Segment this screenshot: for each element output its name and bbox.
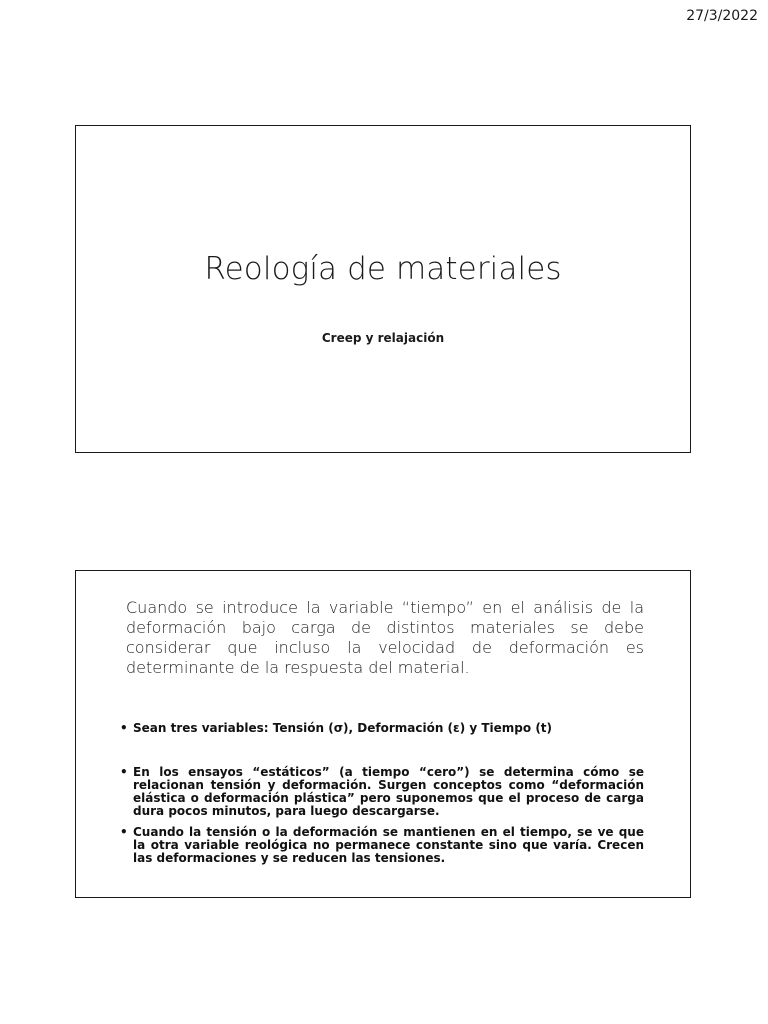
bullet-item (120, 826, 644, 865)
page-date: 27/3/2022 (686, 8, 758, 24)
bullet-text: En los ensayos “estáticos” (a tiempo “cero”) se determina cómo se relacionan tensión y deformación. Surgen conceptos como “deformación elástica o deformación plástica” pero suponemos que el proceso de carga dura pocos minutos, para luego descargarse. (133, 765, 644, 818)
slide-content-card (75, 570, 691, 898)
bullet-marker: • (120, 765, 128, 779)
bullet-marker: • (120, 825, 128, 839)
slide-title: Reología de materiales (204, 251, 562, 287)
bullet-list-variables (120, 722, 644, 735)
intro-paragraph: Cuando se introduce la variable “tiempo” en el análisis de la deformación bajo carga de distintos materiales se debe considerar que incluso la velocidad de deformación es determinante de la respuesta del material. (126, 598, 644, 677)
slide-title-card (75, 125, 691, 453)
bullet-item (120, 722, 644, 735)
bullet-text: Sean tres variables: Tensión (σ), Deformación (ε) y Tiempo (t) (133, 721, 553, 735)
bullet-marker: • (120, 721, 128, 735)
bullet-item (120, 766, 644, 818)
bullet-list-details (120, 766, 644, 873)
slide-subtitle: Creep y relajación (321, 331, 445, 345)
bullet-text: Cuando la tensión o la deformación se mantienen en el tiempo, se ve que la otra variable reológica no permanece constante sino que varía. Crecen las deformaciones y se reducen las tensiones. (133, 825, 644, 865)
